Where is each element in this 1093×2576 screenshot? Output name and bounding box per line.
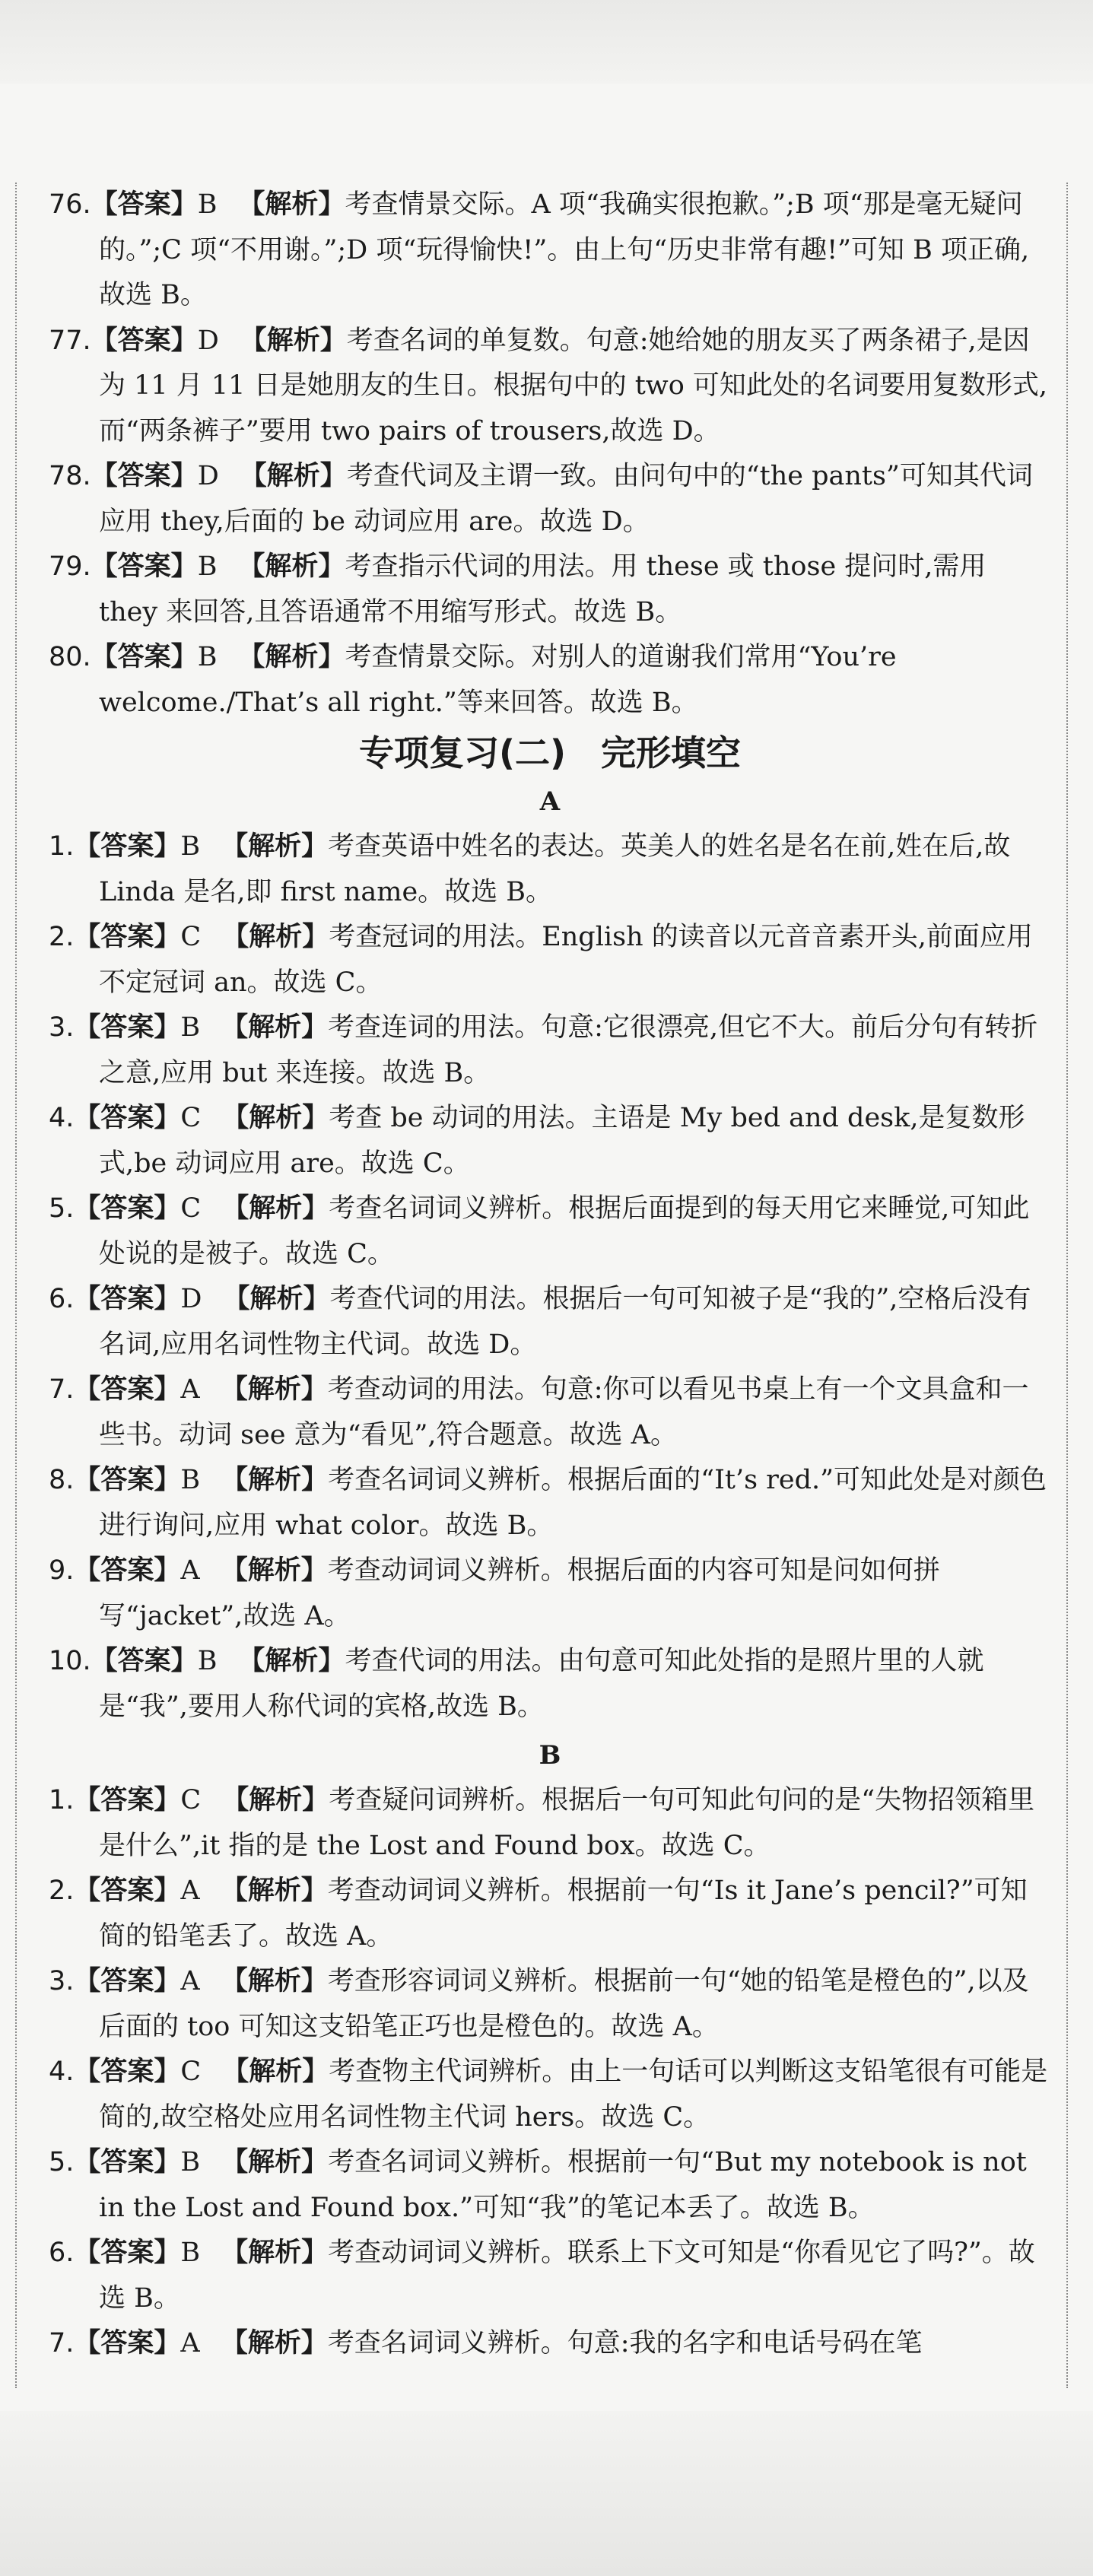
answer-tag: 【答案】 (74, 831, 181, 862)
answer-tag: 【答案】 (74, 1103, 181, 1133)
part-b-label: B (539, 1740, 561, 1771)
analysis-text: 考查 be 动词的用法。主语是 My bed and desk,是复数形式,be 动词应用 are。故选 C。 (99, 1103, 1025, 1179)
question-number: 7. (49, 1374, 75, 1405)
part-a-answers (49, 824, 1051, 1730)
answer-item (49, 1639, 1051, 1730)
answer-tag: 【答案】 (91, 325, 198, 356)
answer-choice: A (180, 1876, 200, 1906)
answer-item (49, 2231, 1051, 2321)
answer-tag: 【答案】 (74, 1374, 181, 1405)
answer-item (49, 319, 1051, 455)
analysis-tag: 【解析】 (238, 1646, 345, 1676)
analysis-text: 考查名词词义辨析。根据前一句“But my notebook is not in the Lost and Found box.”可知“我”的笔记本丢了。故选 B。 (99, 2147, 1027, 2223)
analysis-text: 考查情景交际。A 项“我确实很抱歉。”;B 项“那是毫无疑问的。”;C 项“不用谢。”;D 项“玩得愉快!”。由上句“历史非常有趣!”可知 B 项正确,故选 B。 (99, 189, 1030, 310)
question-number: 7. (49, 2328, 75, 2358)
analysis-tag: 【解析】 (222, 1785, 329, 1815)
analysis-text: 考查代词的用法。根据后一句可知被子是“我的”,空格后没有名词,应用名词性物主代词。故选 D。 (99, 1284, 1031, 1360)
question-number: 8. (49, 1465, 75, 1495)
answer-column (15, 183, 1068, 2388)
answer-tag: 【答案】 (74, 1555, 181, 1586)
question-number: 77. (49, 325, 91, 356)
answer-item (49, 1186, 1051, 1277)
answer-choice: A (180, 1555, 200, 1586)
answer-choice: B (180, 2147, 201, 2177)
part-a-label: A (539, 786, 561, 817)
answer-tag: 【答案】 (74, 1785, 181, 1815)
answer-tag: 【答案】 (74, 1284, 181, 1314)
part-b-answers (49, 1778, 1051, 2367)
answer-item (49, 2321, 1051, 2367)
analysis-text: 考查名词词义辨析。根据后面提到的每天用它来睡觉,可知此处说的是被子。故选 C。 (99, 1193, 1030, 1269)
answer-item (49, 1367, 1051, 1458)
answer-item (49, 1096, 1051, 1186)
answer-tag: 【答案】 (74, 2057, 181, 2087)
answer-item (49, 1959, 1051, 2050)
answer-choice: B (197, 189, 218, 220)
answer-tag: 【答案】 (74, 2147, 181, 2177)
question-number: 3. (49, 1966, 75, 1996)
answer-tag: 【答案】 (74, 1465, 181, 1495)
answer-choice: B (180, 1465, 201, 1495)
answer-item (49, 545, 1051, 635)
analysis-text: 考查代词的用法。由句意可知此处指的是照片里的人就是“我”,要用人称代词的宾格,故选 B。 (99, 1646, 984, 1722)
analysis-tag: 【解析】 (221, 1012, 329, 1043)
analysis-text: 考查动词的用法。句意:你可以看见书桌上有一个文具盒和一些书。动词 see 意为“看见”,符合题意。故选 A。 (99, 1374, 1029, 1450)
analysis-text: 考查代词及主谓一致。由问句中的“the pants”可知其代词应用 they,后面的 be 动词应用 are。故选 D。 (99, 461, 1033, 537)
answer-tag: 【答案】 (91, 461, 198, 491)
analysis-tag: 【解析】 (221, 2238, 329, 2268)
answer-tag: 【答案】 (74, 1966, 181, 1996)
answer-tag: 【答案】 (74, 2328, 181, 2358)
analysis-tag: 【解析】 (221, 831, 329, 862)
answer-item (49, 454, 1051, 545)
answer-choice: C (180, 922, 202, 952)
answer-tag: 【答案】 (74, 922, 181, 952)
answer-item (49, 915, 1051, 1005)
analysis-text: 考查动词词义辨析。根据前一句“Is it Jane’s pencil?”可知简的铅笔丢了。故选 A。 (99, 1876, 1028, 1952)
answer-choice: A (180, 1374, 200, 1405)
answer-choice: D (197, 325, 219, 356)
question-number: 80. (49, 642, 91, 672)
answer-choice: C (180, 1193, 202, 1224)
analysis-tag: 【解析】 (221, 1876, 328, 1906)
answer-choice: B (180, 1012, 201, 1043)
analysis-text: 考查连词的用法。句意:它很漂亮,但它不大。前后分句有转折之意,应用 but 来连接。故选 B。 (99, 1012, 1038, 1088)
answer-choice: B (197, 642, 218, 672)
analysis-tag: 【解析】 (221, 1555, 328, 1586)
analysis-tag: 【解析】 (221, 1966, 328, 1996)
analysis-tag: 【解析】 (240, 461, 347, 491)
analysis-tag: 【解析】 (221, 1374, 328, 1405)
question-number: 3. (49, 1012, 75, 1043)
answer-tag: 【答案】 (91, 1646, 198, 1676)
question-number: 1. (49, 831, 75, 862)
question-number: 5. (49, 2147, 75, 2177)
answer-item (49, 2050, 1051, 2140)
answer-tag: 【答案】 (91, 189, 198, 220)
answer-item (49, 1548, 1051, 1639)
analysis-text: 考查动词词义辨析。根据后面的内容可知是问如何拼写“jacket”,故选 A。 (99, 1555, 940, 1631)
question-number: 78. (49, 461, 91, 491)
answer-choice: B (180, 2238, 201, 2268)
question-number: 2. (49, 922, 75, 952)
answer-choice: B (180, 831, 201, 862)
answer-tag: 【答案】 (91, 642, 198, 672)
answer-tag: 【答案】 (74, 1876, 181, 1906)
answer-item (49, 1869, 1051, 1959)
analysis-tag: 【解析】 (223, 1284, 330, 1314)
analysis-tag: 【解析】 (221, 2147, 329, 2177)
question-number: 76. (49, 189, 91, 220)
question-number: 6. (49, 2238, 75, 2268)
answers-76-80 (49, 183, 1051, 726)
answer-item (49, 635, 1051, 726)
answer-choice: D (197, 461, 219, 491)
analysis-tag: 【解析】 (221, 2328, 328, 2358)
analysis-text: 考查情景交际。对别人的道谢我们常用“You’re welcome./That’s all right.”等来回答。故选 B。 (99, 642, 897, 718)
answer-tag: 【答案】 (74, 1012, 181, 1043)
answer-choice: C (180, 1103, 202, 1133)
analysis-tag: 【解析】 (240, 325, 347, 356)
answer-item (49, 824, 1051, 915)
analysis-text: 考查名词词义辨析。根据后面的“It’s red.”可知此处是对颜色进行询问,应用 what color。故选 B。 (99, 1465, 1047, 1541)
analysis-text: 考查冠词的用法。English 的读音以元音音素开头,前面应用不定冠词 an。故选 C。 (99, 922, 1033, 998)
question-number: 9. (49, 1555, 75, 1586)
answer-choice: C (180, 2057, 202, 2087)
analysis-tag: 【解析】 (222, 1103, 329, 1133)
analysis-tag: 【解析】 (222, 1193, 329, 1224)
analysis-tag: 【解析】 (238, 551, 345, 582)
answer-item (49, 183, 1051, 319)
question-number: 1. (49, 1785, 75, 1815)
analysis-text: 考查形容词词义辨析。根据前一句“她的铅笔是橙色的”,以及后面的 too 可知这支铅笔正巧也是橙色的。故选 A。 (99, 1966, 1029, 2042)
analysis-tag: 【解析】 (238, 642, 345, 672)
question-number: 10. (49, 1646, 91, 1676)
answer-choice: B (197, 551, 218, 582)
answer-tag: 【答案】 (91, 551, 198, 582)
analysis-text: 考查指示代词的用法。用 these 或 those 提问时,需用 they 来回答,且答语通常不用缩写形式。故选 B。 (99, 551, 987, 627)
question-number: 79. (49, 551, 91, 582)
scan-bottom-margin (0, 2411, 1093, 2576)
answer-text (17, 183, 1066, 2388)
question-number: 2. (49, 1876, 75, 1906)
analysis-text: 考查名词词义辨析。句意:我的名字和电话号码在笔 (327, 2328, 923, 2358)
analysis-tag: 【解析】 (238, 189, 345, 220)
scan-top-margin (0, 0, 1093, 84)
answer-tag: 【答案】 (74, 2238, 181, 2268)
analysis-text: 考查疑问词辨析。根据后一句可知此句问的是“失物招领箱里是什么”,it 指的是 the Lost and Found box。故选 C。 (99, 1785, 1035, 1861)
analysis-text: 考查动词词义辨析。联系上下文可知是“你看见它了吗?”。故选 B。 (99, 2238, 1035, 2314)
answer-item (49, 1277, 1051, 1367)
answer-item (49, 1005, 1051, 1096)
question-number: 6. (49, 1284, 75, 1314)
answer-item (49, 1458, 1051, 1548)
answer-choice: A (180, 1966, 200, 1996)
question-number: 4. (49, 2057, 75, 2087)
analysis-text: 考查物主代词辨析。由上一句话可以判断这支铅笔很有可能是简的,故空格处应用名词性物主代词 hers。故选 C。 (99, 2057, 1048, 2133)
answer-choice: C (180, 1785, 202, 1815)
answer-item (49, 2140, 1051, 2231)
analysis-tag: 【解析】 (222, 2057, 329, 2087)
answer-item (49, 1778, 1051, 1869)
section-title: 专项复习(二) 完形填空 (358, 732, 742, 773)
answer-choice: D (180, 1284, 202, 1314)
analysis-text: 考查名词的单复数。句意:她给她的朋友买了两条裙子,是因为 11 月 11 日是她朋友的生日。根据句中的 two 可知此处的名词要用复数形式,而“两条裤子”要用 two pairs of trousers,故选 D。 (99, 325, 1048, 446)
question-number: 4. (49, 1103, 75, 1133)
answer-choice: A (180, 2328, 200, 2358)
analysis-text: 考查英语中姓名的表达。英美人的姓名是名在前,姓在后,故 Linda 是名,即 first name。故选 B。 (99, 831, 1011, 907)
answer-choice: B (197, 1646, 218, 1676)
analysis-tag: 【解析】 (222, 922, 329, 952)
answer-tag: 【答案】 (74, 1193, 181, 1224)
analysis-tag: 【解析】 (221, 1465, 329, 1495)
question-number: 5. (49, 1193, 75, 1224)
